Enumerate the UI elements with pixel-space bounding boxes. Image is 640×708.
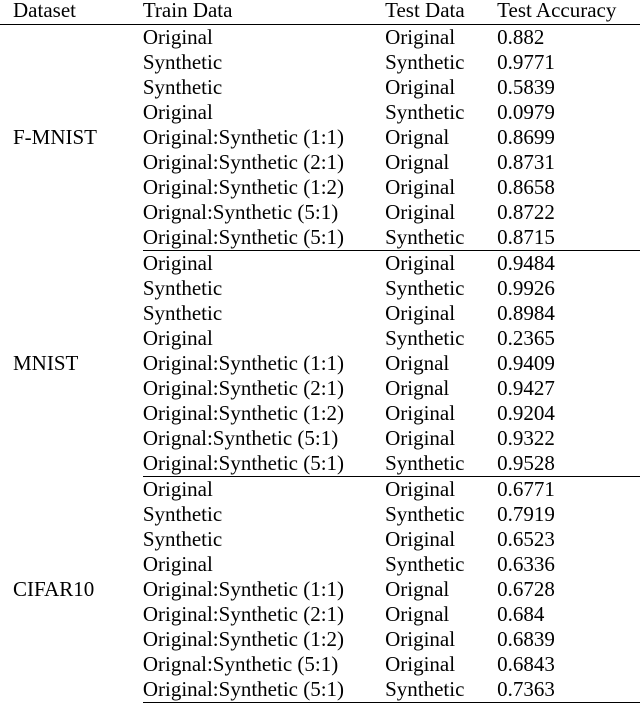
test-accuracy-cell: 0.9484: [497, 251, 555, 275]
train-data-cell: Orignal:Synthetic (5:1): [142, 652, 339, 676]
train-data-cell: Original:Synthetic (5:1): [143, 677, 385, 703]
test-accuracy-cell: 0.9427: [497, 376, 555, 400]
test-data-cell: Synthetic: [385, 100, 465, 124]
test-data-cell: Synthetic: [385, 225, 497, 251]
train-data-cell: Original: [142, 552, 213, 576]
test-accuracy-cell: 0.9322: [497, 426, 555, 450]
train-data-cell: Synthetic: [142, 502, 223, 526]
test-accuracy-cell: 0.7363: [497, 677, 640, 703]
test-data-cell: Original: [385, 627, 456, 651]
test-data-cell: Original: [385, 75, 456, 99]
train-data-cell: Original:Synthetic (1:2): [142, 175, 345, 199]
train-data-cell: Synthetic: [142, 75, 223, 99]
test-data-cell: Original: [385, 200, 456, 224]
test-data-cell: Orignal: [385, 150, 450, 174]
test-accuracy-cell: 0.0979: [497, 100, 555, 124]
test-data-cell: Original: [385, 477, 456, 501]
train-data-cell: Original: [142, 25, 213, 49]
test-accuracy-cell: 0.6523: [497, 527, 555, 551]
test-data-cell: Original: [385, 426, 456, 450]
test-data-cell: Orignal: [385, 376, 450, 400]
test-data-cell: Orignal: [385, 351, 450, 375]
train-data-cell: Original:Synthetic (2:1): [142, 376, 345, 400]
test-data-cell: Synthetic: [385, 677, 497, 703]
header-test-accuracy: Test Accuracy: [497, 0, 640, 25]
table-header: [0, 0, 640, 25]
test-accuracy-cell: 0.8731: [497, 150, 555, 174]
test-accuracy-cell: 0.6728: [497, 577, 555, 601]
test-data-cell: Synthetic: [385, 326, 465, 350]
test-data-cell: Synthetic: [385, 276, 465, 300]
train-data-cell: Synthetic: [142, 301, 223, 325]
header-dataset: Dataset: [0, 0, 143, 25]
test-data-cell: Original: [385, 527, 456, 551]
dataset-group: [0, 477, 640, 703]
dataset-group: [0, 251, 640, 477]
header-train-data: Train Data: [143, 0, 385, 25]
dataset-group: [0, 25, 640, 251]
dataset-name: MNIST: [13, 351, 79, 375]
test-accuracy-cell: 0.6771: [497, 477, 555, 501]
test-accuracy-cell: 0.8722: [497, 200, 555, 224]
test-accuracy-cell: 0.9771: [497, 50, 555, 74]
test-data-cell: Synthetic: [385, 50, 465, 74]
header-test-data: Test Data: [385, 0, 497, 25]
train-data-cell: Original:Synthetic (5:1): [143, 225, 385, 251]
test-data-cell: Synthetic: [385, 502, 465, 526]
train-data-cell: Synthetic: [142, 50, 223, 74]
train-data-cell: Orignal:Synthetic (5:1): [142, 426, 339, 450]
train-data-cell: Orignal:Synthetic (5:1): [142, 200, 339, 224]
test-accuracy-cell: 0.6843: [497, 652, 555, 676]
test-data-cell: Synthetic: [385, 451, 497, 477]
train-data-cell: Original: [142, 100, 213, 124]
test-accuracy-cell: 0.8984: [497, 301, 555, 325]
test-accuracy-cell: 0.9528: [497, 451, 640, 477]
test-accuracy-cell: 0.6839: [497, 627, 555, 651]
train-data-cell: Original:Synthetic (1:1): [142, 351, 345, 375]
test-data-cell: Original: [385, 401, 456, 425]
test-data-cell: Original: [385, 301, 456, 325]
test-data-cell: Original: [385, 175, 456, 199]
table-row: [0, 477, 640, 503]
table-row: [0, 251, 640, 277]
train-data-cell: Original:Synthetic (2:1): [142, 150, 345, 174]
test-accuracy-cell: 0.8658: [497, 175, 555, 199]
train-data-cell: Synthetic: [142, 527, 223, 551]
test-accuracy-cell: 0.882: [497, 25, 545, 49]
train-data-cell: Original:Synthetic (1:2): [142, 401, 345, 425]
train-data-cell: Original:Synthetic (5:1): [143, 451, 385, 477]
table-row: [0, 25, 640, 51]
train-data-cell: Original:Synthetic (1:2): [142, 627, 345, 651]
test-data-cell: Synthetic: [385, 552, 465, 576]
test-data-cell: Orignal: [385, 602, 450, 626]
test-accuracy-cell: 0.9926: [497, 276, 555, 300]
test-data-cell: Original: [385, 652, 456, 676]
test-accuracy-cell: 0.684: [497, 602, 545, 626]
dataset-name: F-MNIST: [13, 125, 98, 150]
train-data-cell: Original:Synthetic (1:1): [142, 125, 345, 149]
test-data-cell: Orignal: [385, 125, 450, 149]
test-data-cell: Original: [385, 25, 456, 49]
test-accuracy-cell: 0.9204: [497, 401, 555, 425]
test-accuracy-cell: 0.2365: [497, 326, 555, 350]
test-accuracy-cell: 0.5839: [497, 75, 555, 99]
train-data-cell: Original:Synthetic (1:1): [142, 577, 345, 601]
test-accuracy-cell: 0.8699: [497, 125, 555, 149]
test-data-cell: Original: [385, 251, 456, 275]
train-data-cell: Original:Synthetic (2:1): [142, 602, 345, 626]
dataset-name: CIFAR10: [13, 577, 95, 601]
train-data-cell: Original: [142, 326, 213, 350]
train-data-cell: Original: [142, 251, 213, 275]
test-accuracy-cell: 0.8715: [497, 225, 640, 251]
train-data-cell: Original: [142, 477, 213, 501]
test-data-cell: Orignal: [385, 577, 450, 601]
train-data-cell: Synthetic: [142, 276, 223, 300]
test-accuracy-cell: 0.6336: [497, 552, 555, 576]
header-row: [0, 0, 640, 25]
test-accuracy-cell: 0.7919: [497, 502, 555, 526]
test-accuracy-cell: 0.9409: [497, 351, 555, 375]
